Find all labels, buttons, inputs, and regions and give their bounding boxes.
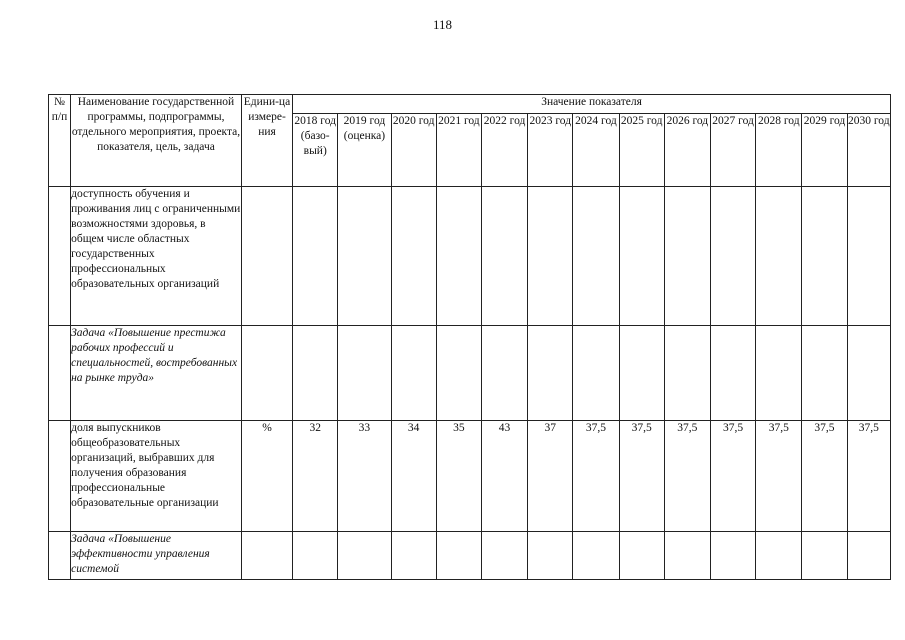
value-cell [847,326,890,421]
value-cell [802,326,847,421]
value-cell [293,326,338,421]
table-row [49,532,891,580]
value-cell [619,532,664,580]
value-cell [338,187,391,326]
table-row [49,326,891,421]
value-cell [528,326,573,421]
value-cell: 37,5 [756,421,802,532]
value-cell [391,187,436,326]
value-cell: 37 [528,421,573,532]
header-year: 2027 год [710,114,755,187]
header-year: 2019 год (оценка) [338,114,391,187]
value-cell [573,326,619,421]
header-year: 2020 год [391,114,436,187]
table-row [49,187,891,326]
page-number: 118 [432,17,453,32]
table-row [49,421,891,532]
value-cell [756,326,802,421]
value-cell [481,532,527,580]
value-cell [847,532,890,580]
value-cell [573,532,619,580]
header-name: Наименование государственной программы, подпрограммы, отдельного мероприятия, проекта, показателя, цель, задача [71,95,242,187]
value-cell [710,187,755,326]
value-cell: 35 [436,421,481,532]
value-cell [664,326,710,421]
value-cell [573,187,619,326]
value-cell [664,187,710,326]
row-number-cell [49,187,71,326]
value-cell [436,532,481,580]
unit-cell [241,187,292,326]
value-cell [293,187,338,326]
task-name-cell: Задача «Повышение престижа рабочих профессий и специальностей, востребованных на рынке труда» [71,326,242,421]
value-cell [293,532,338,580]
value-cell [481,326,527,421]
header-indicator-value: Значение показателя [293,95,891,114]
header-year: 2023 год [528,114,573,187]
value-cell [436,187,481,326]
unit-cell [241,532,292,580]
indicator-name-cell: доля выпускников общеобразовательных организаций, выбравших для получения образования профессиональные образовательные организации [71,421,242,532]
unit-cell: % [241,421,292,532]
value-cell: 37,5 [710,421,755,532]
value-cell [710,532,755,580]
value-cell [391,326,436,421]
value-cell [802,532,847,580]
value-cell [338,532,391,580]
header-year: 2022 год [481,114,527,187]
header-year: 2028 год [756,114,802,187]
value-cell [528,532,573,580]
value-cell [391,532,436,580]
value-cell: 43 [481,421,527,532]
header-year: 2025 год [619,114,664,187]
header-year: 2029 год [802,114,847,187]
header-year: 2018 год (базо-вый) [293,114,338,187]
task-name-cell: Задача «Повышение эффективности управления системой [71,532,242,580]
header-unit: Едини-ца измере-ния [241,95,292,187]
value-cell [619,187,664,326]
value-cell [338,326,391,421]
value-cell [619,326,664,421]
value-cell: 32 [293,421,338,532]
indicators-table [48,94,891,580]
indicator-name-cell: доступность обучения и проживания лиц с ограниченными возможностями здоровья, в общем числе областных государственных профессиональных образовательных организаций [71,187,242,326]
value-cell: 33 [338,421,391,532]
value-cell: 34 [391,421,436,532]
row-number-cell [49,532,71,580]
header-year: 2024 год [573,114,619,187]
value-cell: 37,5 [664,421,710,532]
value-cell: 37,5 [802,421,847,532]
value-cell [756,532,802,580]
value-cell [528,187,573,326]
header-year: 2030 год [847,114,890,187]
value-cell [847,187,890,326]
header-year: 2021 год [436,114,481,187]
value-cell [756,187,802,326]
header-row-number: № п/п [49,95,71,187]
value-cell [664,532,710,580]
value-cell [436,326,481,421]
value-cell: 37,5 [847,421,890,532]
value-cell [710,326,755,421]
value-cell: 37,5 [573,421,619,532]
value-cell: 37,5 [619,421,664,532]
value-cell [802,187,847,326]
header-year: 2026 год [664,114,710,187]
row-number-cell [49,421,71,532]
unit-cell [241,326,292,421]
row-number-cell [49,326,71,421]
value-cell [481,187,527,326]
